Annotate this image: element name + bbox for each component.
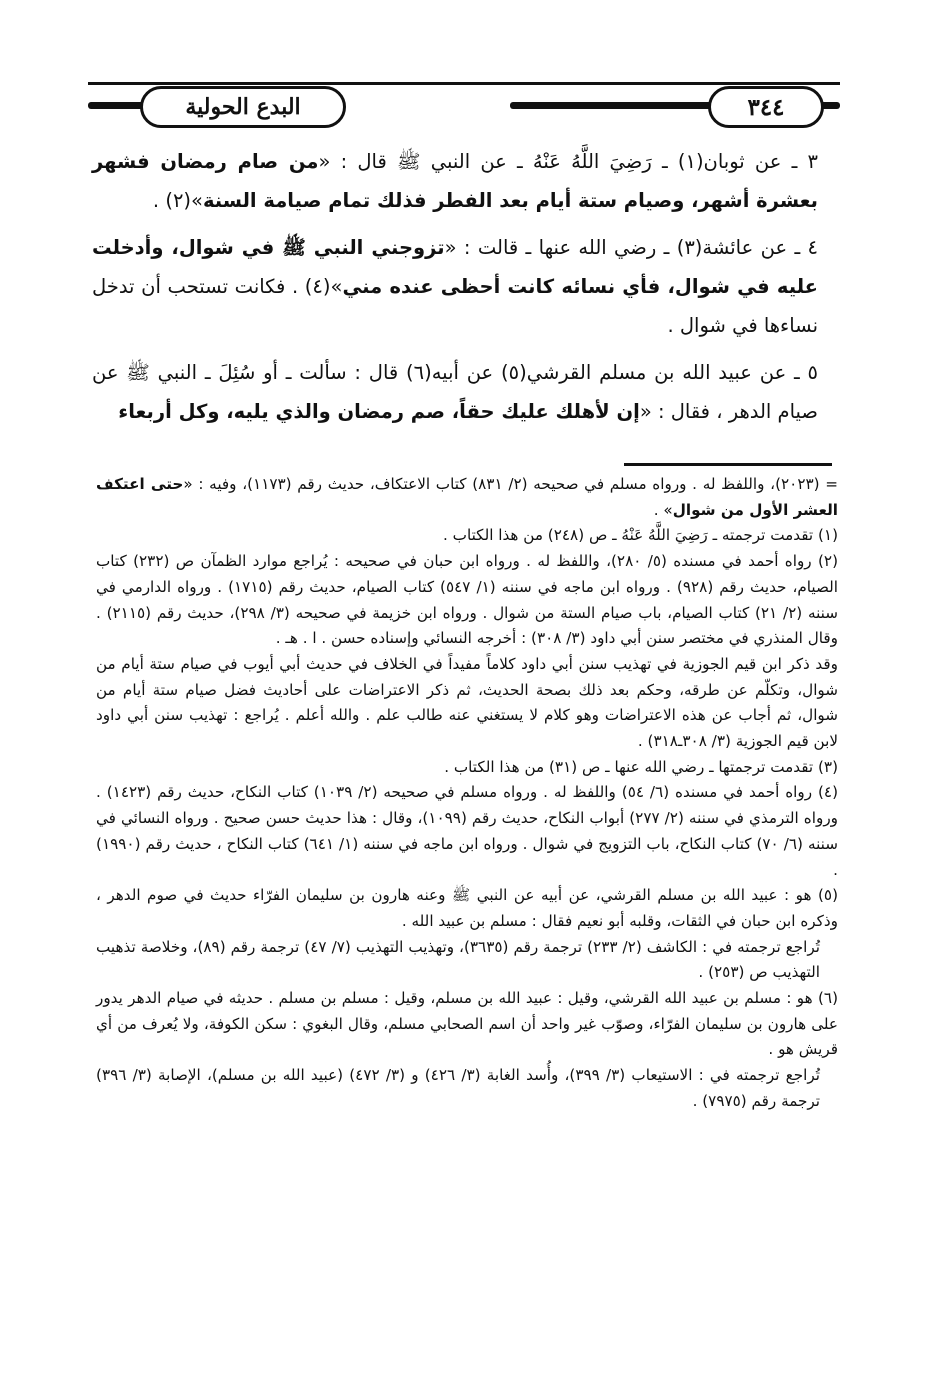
item3-hadith-text: من صام رمضان فشهر بعشرة أشهر، وصيام ستة أيام بعد الفطر فذلك تمام صيامة السنة xyxy=(92,150,818,212)
footnote-2: (٢) رواه أحمد في مسنده (٥/ ٢٨٠)، واللفظ له . ورواه ابن حبان في صحيحه : يُراجع موارد الظمآن ص (٢٣٢) كتاب الصيام، حديث رقم (٩٢٨) . ورواه ابن ماجه في سننه (١/ ٥٤٧) كتاب الصيام، حديث رقم (١٧١٥) . ورواه الدارمي في سننه (٢/ ٢١) كتاب الصيام، باب صيام الستة من شوال . ورواه ابن خزيمة في صحيحه (٣/ ٢٩٨)، حديث رقم (٢١١٥) . وقال المنذري في مختصر سنن أبي داود (٣/ ٣٠٨) : أخرجه النسائي وإسناده حسن . ا . هـ . xyxy=(96,552,839,648)
item3-end: »(٢) . xyxy=(152,189,203,212)
footnote-continuation-text: = (٢٠٢٣)، واللفظ له . ورواه مسلم في صحيحه (٢/ ٨٣١) كتاب الاعتكاف، حديث رقم (١١٧٣)، وفيه : « xyxy=(183,475,839,493)
footnote-6-references: تُراجع ترجمته في : الاستيعاب (٣/ ٣٩٩)، وأُسد الغابة (٣/ ٤٢٦) و (٣/ ٤٧٢) (عبيد الله بن مسلم)، الإصابة (٣/ ٣٩٦) ترجمة رقم (٧٩٧٥) . xyxy=(96,1066,820,1110)
footnote-3: (٣) تقدمت ترجمتها ـ رضي الله عنها ـ ص (٣١) من هذا الكتاب . xyxy=(444,757,838,776)
hadith-item-5 xyxy=(92,353,818,431)
hadith-item-3 xyxy=(92,142,818,220)
footnote-5-references: تُراجع ترجمته في : الكاشف (٢/ ٢٣٣) ترجمة رقم (٣٦٣٥)، وتهذيب التهذيب (٧/ ٤٧) ترجمة رقم (٨٩)، وخلاصة تذهيب التهذيب ص (٢٥٣) . xyxy=(96,937,820,982)
footnote-separator xyxy=(624,463,832,466)
item5-intro: ٥ ـ عن عبيد الله بن مسلم القرشي(٥) عن أبيه(٦) قال : سألت ـ أو سُئِلَ ـ النبي ﷺ عن صيام الدهر ، فقال : « xyxy=(92,361,818,423)
footnote-2-continued: وقد ذكر ابن قيم الجوزية في تهذيب سنن أبي داود كلاماً مفيداً في الخلاف في حديث أبي أيوب في صيام ستة أيام من شوال، وتكلّم عن طرقه، وحكم بعد ذلك بصحة الحديث، ثم ذكر الاعتراضات على أحاديث فضل صيام ستة أيام من شوال، ثم أجاب عن هذه الاعتراضات وهو كلام لا يستغني عنه طالب علم . والله أعلم . يُراجع : تهذيب سنن أبي داود لابن قيم الجوزية (٣/ ٣٠٨ـ٣١٨) . xyxy=(96,654,838,751)
page-number: ٣٤٤ xyxy=(708,86,824,128)
hadith-item-4 xyxy=(92,228,818,345)
running-title: البدع الحولية xyxy=(140,86,346,128)
page-header xyxy=(88,82,840,128)
footnote-5: (٥) هو : عبيد الله بن مسلم القرشي، عن أبيه عن النبي ﷺ وعنه هارون بن سليمان الفرّاء حديث في صوم الدهر ، وذكره ابن حبان في الثقات، وقلبه أبو نعيم فقال : مسلم بن عبيد الله . xyxy=(96,886,838,930)
footnotes xyxy=(96,472,838,1115)
footnote-4: (٤) رواه أحمد في مسنده (٦/ ٥٤) واللفظ له . ورواه مسلم في صحيحه (٢/ ١٠٣٩) كتاب النكاح، حديث رقم (١٤٢٣) . ورواه الترمذي في سننه (٢/ ٢٧٧) أبواب النكاح، حديث رقم (١٠٩٩)، وقال : هذا حديث حسن صحيح . ورواه النسائي في سننه (٦/ ٧٠) كتاب النكاح، باب التزويج في شوال . ورواه ابن ماجه في سننه (١/ ٦٤١) كتاب النكاح ، حديث رقم (١٩٩٠) . xyxy=(96,783,838,879)
footnote-continuation xyxy=(96,472,838,523)
header-rule-middle xyxy=(88,82,840,85)
item5-hadith-text: إن لأهلك عليك حقاً، صم رمضان والذي يليه، وكل أربعاء xyxy=(118,400,640,423)
item4-hadith-text: تزوجني النبي ﷺ في شوال، وأدخلت عليه في شوال، فأي نسائه كانت أحظى عنده مني xyxy=(92,236,818,298)
footnote-1: (١) تقدمت ترجمته ـ رَضِيَ اللَّهُ عَنْهُ ـ ص (٢٤٨) من هذا الكتاب . xyxy=(443,526,838,545)
main-text xyxy=(92,142,818,439)
footnote-continuation-quote: حتى اعتكف العشر الأول من شوال xyxy=(96,475,838,519)
item4-end: »(٤) . فكانت تستحب أن تدخل نساءها في شوال . xyxy=(92,275,818,337)
item3-narration: ـ رَضِيَ اللَّهُ عَنْهُ ـ عن النبي ﷺ قال : « xyxy=(318,150,678,173)
item3-intro: ٣ ـ عن ثوبان xyxy=(703,150,818,173)
item4-intro: ٤ ـ عن عائشة(٣) ـ رضي الله عنها ـ قالت : « xyxy=(444,236,818,259)
footnote-ref-1: (١) xyxy=(677,150,704,173)
footnote-6: (٦) هو : مسلم بن عبيد الله القرشي، وقيل : عبيد الله بن مسلم، وقيل : مسلم بن مسلم . حديثه في صيام الدهر يدور على هارون بن سليمان الفرّاء، وصوّب غير واحد أن اسم الصحابي مسلم، وقال البغوي : سكن الكوفة، ولا يُعرف من أي قريش هو . xyxy=(96,989,838,1059)
footnote-continuation-end: » . xyxy=(653,500,673,519)
